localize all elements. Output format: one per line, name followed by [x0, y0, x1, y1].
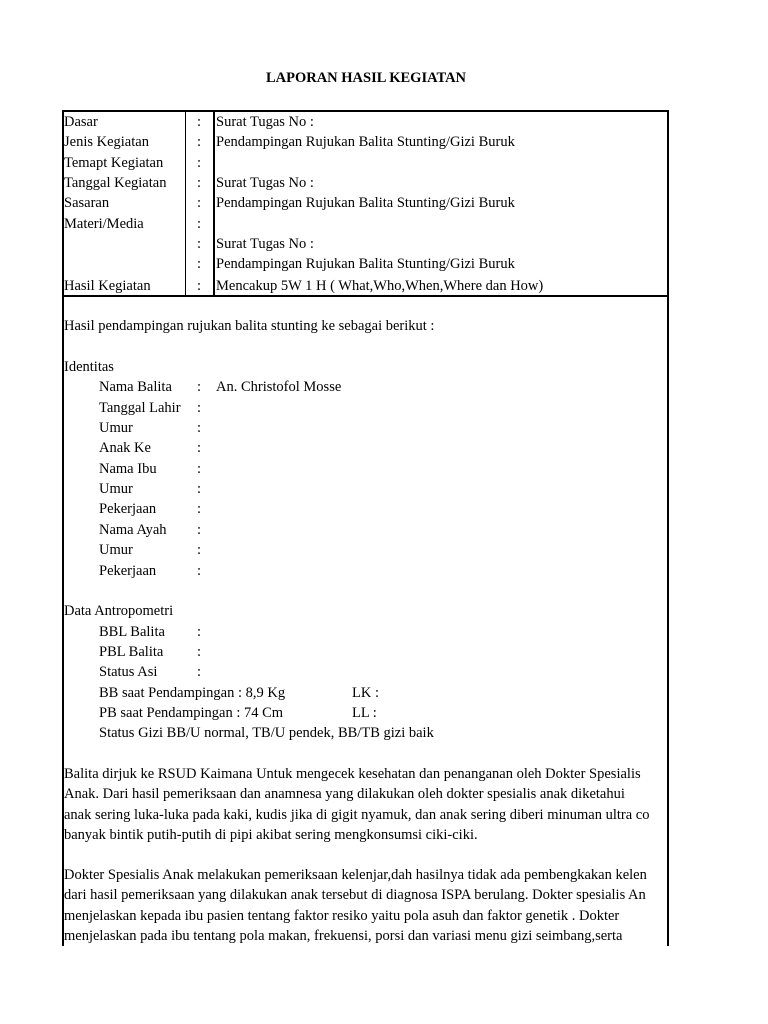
header-value: Mencakup 5W 1 H ( What,Who,When,Where dan How) [216, 278, 544, 294]
identitas-colon: : [197, 542, 202, 558]
header-colon: : [197, 155, 202, 171]
header-colon: : [197, 175, 202, 191]
antropometri-label: Status Asi [99, 664, 158, 680]
identitas-label: Umur [99, 481, 133, 497]
paragraph-line: anak sering luka-luka pada kaki, kudis jika di gigit nyamuk, dan anak sering diberi minuman ultra co [64, 806, 650, 823]
antropometri-label: BBL Balita [99, 624, 165, 640]
identitas-colon: : [197, 563, 202, 579]
identitas-colon: : [197, 522, 202, 538]
lk-measurement: LK : [352, 685, 379, 701]
page-title: LAPORAN HASIL KEGIATAN [265, 70, 467, 86]
header-colon: : [197, 216, 202, 232]
identitas-label: Anak Ke [99, 440, 151, 456]
identitas-colon: : [197, 420, 202, 436]
antropometri-colon: : [197, 664, 202, 680]
table-border-top [62, 110, 669, 112]
paragraph-line: Anak. Dari hasil pemeriksaan dan anamnesa yang dilakukan oleh dokter spesialis anak diketahui [64, 786, 625, 803]
paragraph-line: menjelaskan kepada ibu pasien tentang faktor resiko yaitu pola asuh dan faktor genetik . Dokter [64, 907, 620, 924]
header-value: Surat Tugas No : [216, 114, 314, 130]
header-value: Surat Tugas No : [216, 236, 314, 252]
header-colon: : [197, 236, 202, 252]
identitas-colon: : [197, 501, 202, 517]
paragraph-line: menjelaskan pada ibu tentang pola makan, frekuensi, porsi dan variasi menu gizi seimbang,serta [64, 927, 623, 944]
identitas-label: Nama Ayah [99, 522, 167, 538]
bb-measurement: BB saat Pendampingan : 8,9 Kg [99, 685, 286, 701]
identitas-colon: : [197, 461, 202, 477]
header-label: Materi/Media [64, 216, 144, 232]
antropometri-colon: : [197, 644, 202, 660]
antropometri-heading: Data Antropometri [64, 603, 174, 619]
antropometri-label: PBL Balita [99, 644, 164, 660]
header-value: Pendampingan Rujukan Balita Stunting/Gizi Buruk [216, 195, 515, 211]
header-label: Tanggal Kegiatan [64, 175, 167, 191]
header-colon: : [197, 278, 202, 294]
header-label: Sasaran [64, 195, 110, 211]
status-gizi: Status Gizi BB/U normal, TB/U pendek, BB/TB gizi baik [99, 725, 434, 741]
header-label: Jenis Kegiatan [64, 134, 149, 150]
paragraph-2 [64, 865, 667, 947]
paragraph-line: banyak bintik putih-putih di pipi akibat sering mengkonsumsi ciki-ciki. [64, 826, 478, 843]
paragraph-line: Balita dirjuk ke RSUD Kaimana Untuk mengecek kesehatan dan penanganan oleh Dokter Spesialis [64, 766, 641, 782]
paragraph-line: Dokter Spesialis Anak melakukan pemeriksaan kelenjar,dah hasilnya tidak ada pembengkakan kelen [64, 867, 647, 883]
pb-measurement: PB saat Pendampingan : 74 Cm [99, 705, 284, 721]
identitas-label: Umur [99, 420, 133, 436]
column-divider-1 [185, 110, 186, 297]
header-colon: : [197, 134, 202, 150]
identitas-label: Tanggal Lahir [99, 400, 181, 416]
identitas-colon: : [197, 481, 202, 497]
identitas-heading: Identitas [64, 359, 114, 375]
paragraph-line: dari hasil pemeriksaan yang dilakukan anak tersebut di diagnosa ISPA berulang. Dokter spesialis An [64, 887, 646, 904]
header-colon: : [197, 114, 202, 130]
header-label: Hasil Kegiatan [64, 278, 151, 294]
column-divider-2 [213, 110, 215, 297]
identitas-colon: : [197, 440, 202, 456]
ll-measurement: LL : [352, 705, 377, 721]
paragraph-1 [64, 764, 667, 846]
identitas-label: Umur [99, 542, 133, 558]
header-colon: : [197, 195, 202, 211]
identitas-label: Nama Balita [99, 379, 172, 395]
identitas-colon: : [197, 400, 202, 416]
identitas-label: Nama Ibu [99, 461, 157, 477]
identitas-label: Pekerjaan [99, 501, 157, 517]
header-value: Pendampingan Rujukan Balita Stunting/Gizi Buruk [216, 256, 515, 272]
identitas-value: An. Christofol Mosse [216, 379, 342, 395]
intro-text: Hasil pendampingan rujukan balita stunting ke sebagai berikut : [64, 318, 435, 334]
identitas-label: Pekerjaan [99, 563, 157, 579]
header-colon: : [197, 256, 202, 272]
table-border-right [667, 110, 669, 946]
antropometri-colon: : [197, 624, 202, 640]
header-label: Dasar [64, 114, 98, 130]
header-value: Pendampingan Rujukan Balita Stunting/Gizi Buruk [216, 134, 515, 150]
header-label: Temapt Kegiatan [64, 155, 164, 171]
identitas-colon: : [197, 379, 202, 395]
header-value: Surat Tugas No : [216, 175, 314, 191]
